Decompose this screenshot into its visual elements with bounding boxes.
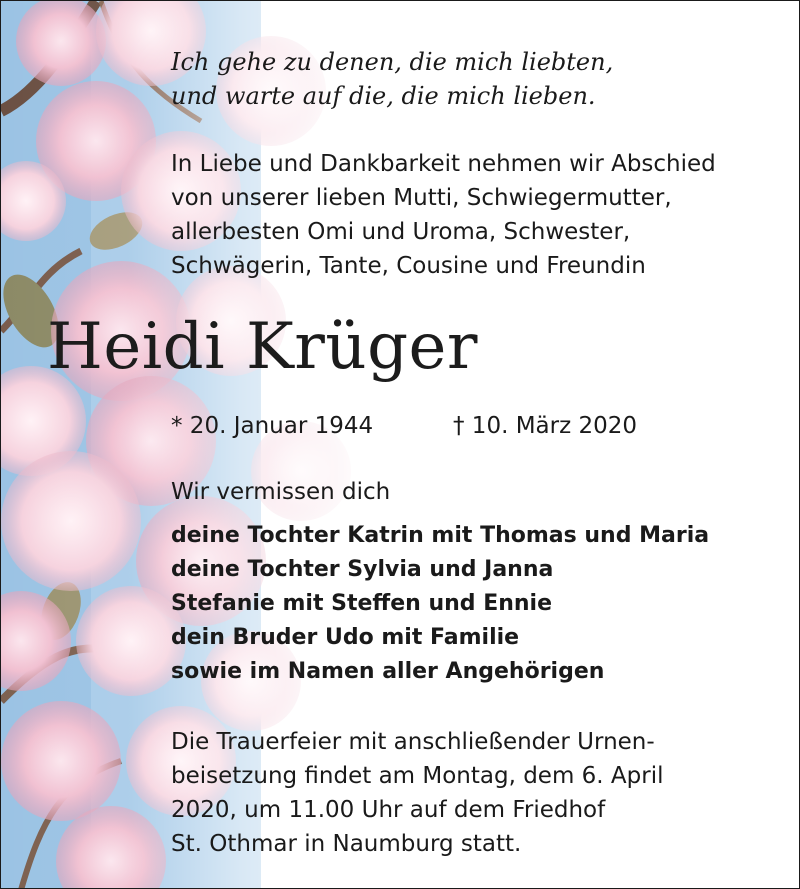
mourner-line-2: deine Tochter Sylvia und Janna — [171, 557, 554, 582]
mourner-line-4: dein Bruder Udo mit Familie — [171, 625, 520, 650]
mourner-line-3: Stefanie mit Steffen und Ennie — [171, 591, 553, 616]
funeral-line-4: St. Othmar in Naumburg statt. — [171, 831, 522, 857]
funeral-line-2: beisetzung findet am Montag, dem 6. April — [171, 763, 664, 789]
miss-line: Wir vermissen dich — [171, 479, 391, 505]
mourner-line-1: deine Tochter Katrin mit Thomas und Maria — [171, 523, 710, 548]
intro-line-1: In Liebe und Dankbarkeit nehmen wir Abschied — [171, 151, 716, 177]
birth-date: * 20. Januar 1944 — [171, 413, 374, 439]
funeral-line-3: 2020, um 11.00 Uhr auf dem Friedhof — [171, 797, 606, 823]
obituary-text — [1, 1, 800, 889]
intro-line-4: Schwägerin, Tante, Cousine und Freundin — [171, 253, 646, 279]
funeral-line-1: Die Trauerfeier mit anschließender Urnen- — [171, 729, 655, 755]
poem-line-2: und warte auf die, die mich lieben. — [171, 82, 596, 110]
intro-line-2: von unserer lieben Mutti, Schwiegermutter, — [171, 185, 672, 211]
poem-line-1: Ich gehe zu denen, die mich liebten, — [171, 48, 614, 76]
mourner-line-5: sowie im Namen aller Angehörigen — [171, 659, 605, 684]
deceased-name: Heidi Krüger — [47, 310, 478, 384]
intro-line-3: allerbesten Omi und Uroma, Schwester, — [171, 219, 631, 245]
death-date: † 10. März 2020 — [453, 413, 638, 439]
